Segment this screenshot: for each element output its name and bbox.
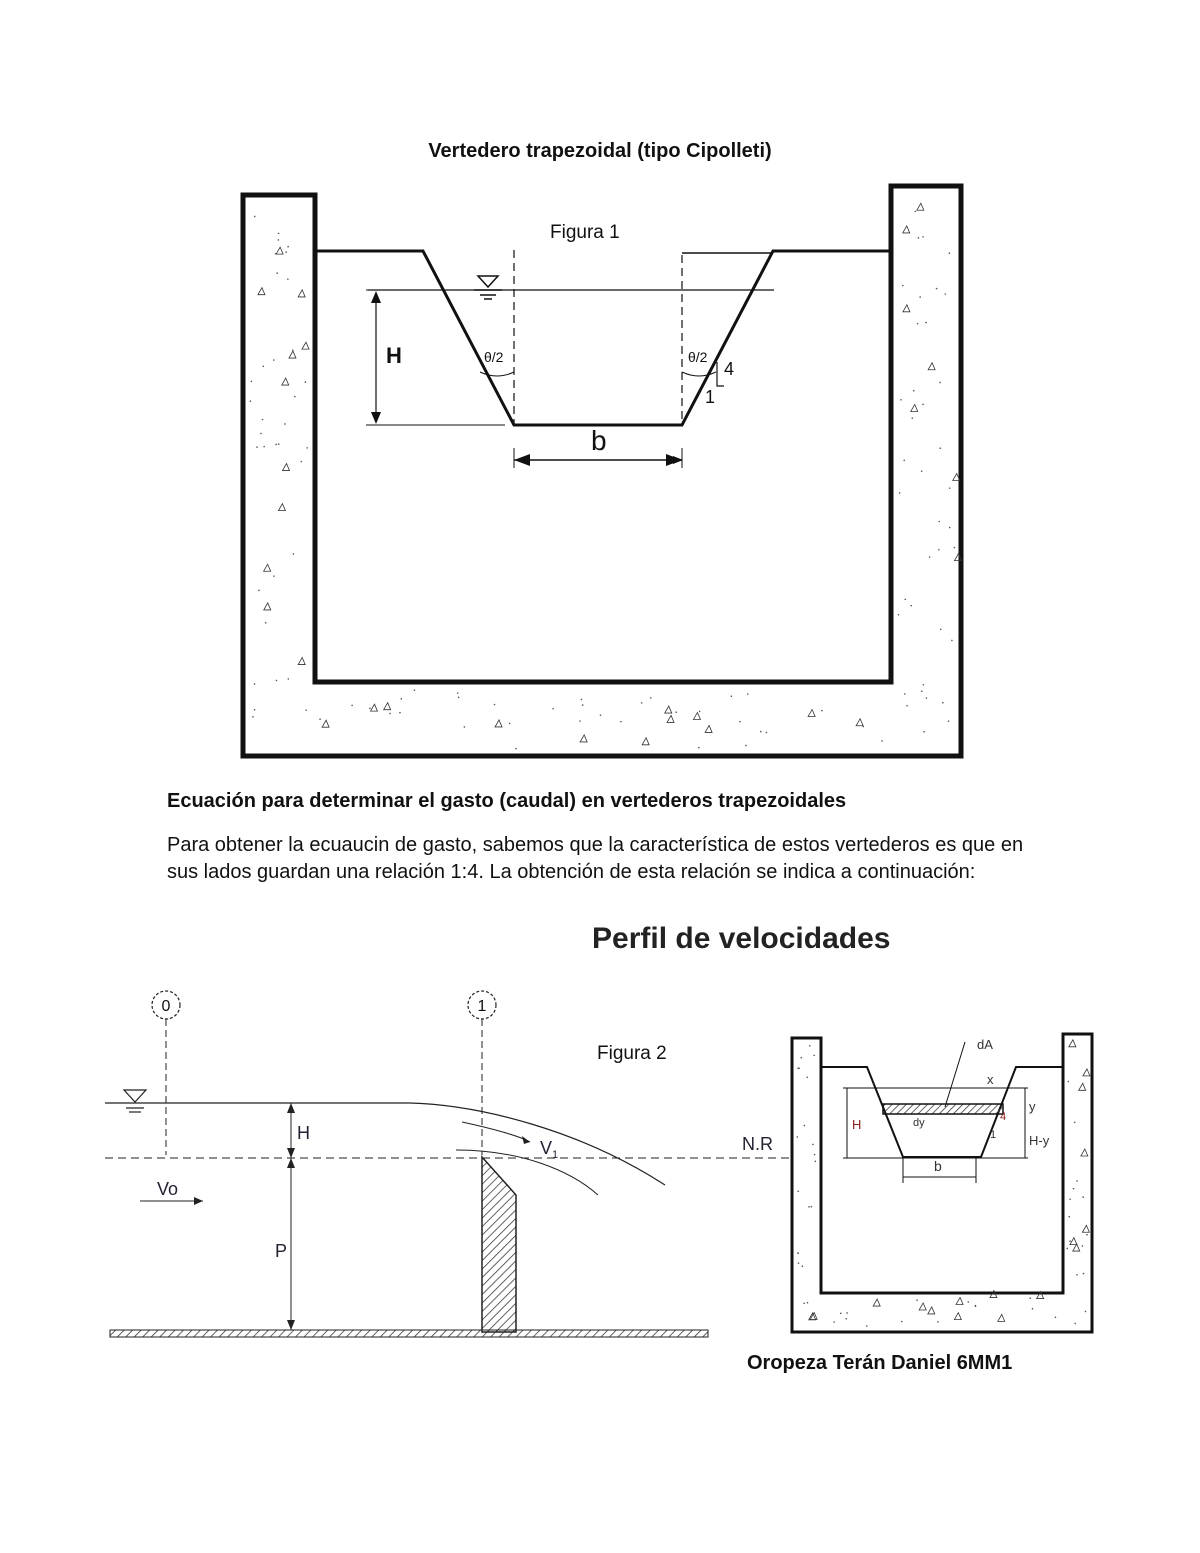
- figure-2-caption: Figura 2: [597, 1043, 667, 1064]
- section-label-0: 0: [161, 998, 171, 1015]
- label-h: H: [297, 1123, 310, 1143]
- water-level-symbol: [124, 1090, 146, 1112]
- label-theta-left: θ/2: [484, 349, 504, 365]
- label-dy: dy: [913, 1117, 925, 1129]
- figure-3-concrete-channel: [792, 1034, 1092, 1332]
- section-label-1: 1: [477, 998, 487, 1015]
- label-v1: $V_1$: [540, 1138, 559, 1161]
- label-da: dA: [977, 1037, 993, 1052]
- label-slope-1: 1: [990, 1129, 997, 1141]
- figure-1-concrete-channel: [243, 186, 961, 756]
- section-heading: Ecuación para determinar el gasto (caudal) en vertederos trapezoidales: [167, 790, 847, 812]
- concrete-texture: [250, 203, 962, 749]
- velocity-profile-heading: Perfil de velocidades: [592, 922, 891, 955]
- document-title: Vertedero trapezoidal (tipo Cipolleti): [428, 140, 772, 162]
- weir-wall: [482, 1157, 516, 1332]
- label-x: x: [987, 1072, 994, 1087]
- water-level-symbol: [474, 276, 502, 299]
- author-name: Oropeza Terán Daniel 6MM1: [747, 1352, 1013, 1374]
- label-nr: N.R: [742, 1134, 773, 1154]
- body-paragraph: Para obtener la ecuaucin de gasto, sabemos que la característica de estos vertederos es que en sus lados guardan una relación 1:4. La obtención de esta relación se indica a continuación:: [167, 834, 1024, 883]
- label-h-minus-y: H-y: [1029, 1133, 1050, 1148]
- figure-2-velocity-profile: [0, 970, 800, 1350]
- label-h: H: [852, 1117, 862, 1132]
- label-slope-1: 1: [705, 387, 716, 407]
- figure-1-caption: Figura 1: [550, 222, 620, 243]
- label-p: P: [275, 1241, 288, 1261]
- free-surface-line: [105, 1103, 665, 1185]
- weir-plate-outline: [315, 251, 891, 425]
- label-vo: Vo: [157, 1179, 179, 1199]
- label-h: H: [386, 343, 402, 368]
- label-y: y: [1029, 1099, 1036, 1114]
- figure-1-trapezoidal-weir: [0, 0, 1200, 770]
- figure-3-weir-section: [780, 1025, 1100, 1345]
- slope-triangle: [717, 362, 724, 386]
- channel-bed: [110, 1330, 708, 1337]
- label-slope-4: 4: [1000, 1111, 1007, 1123]
- concrete-texture: [797, 1040, 1090, 1327]
- label-b: b: [934, 1158, 942, 1174]
- label-theta-right: θ/2: [688, 349, 708, 365]
- label-slope-4: 4: [724, 359, 735, 379]
- differential-strip: [883, 1104, 1003, 1114]
- label-b: b: [591, 425, 607, 456]
